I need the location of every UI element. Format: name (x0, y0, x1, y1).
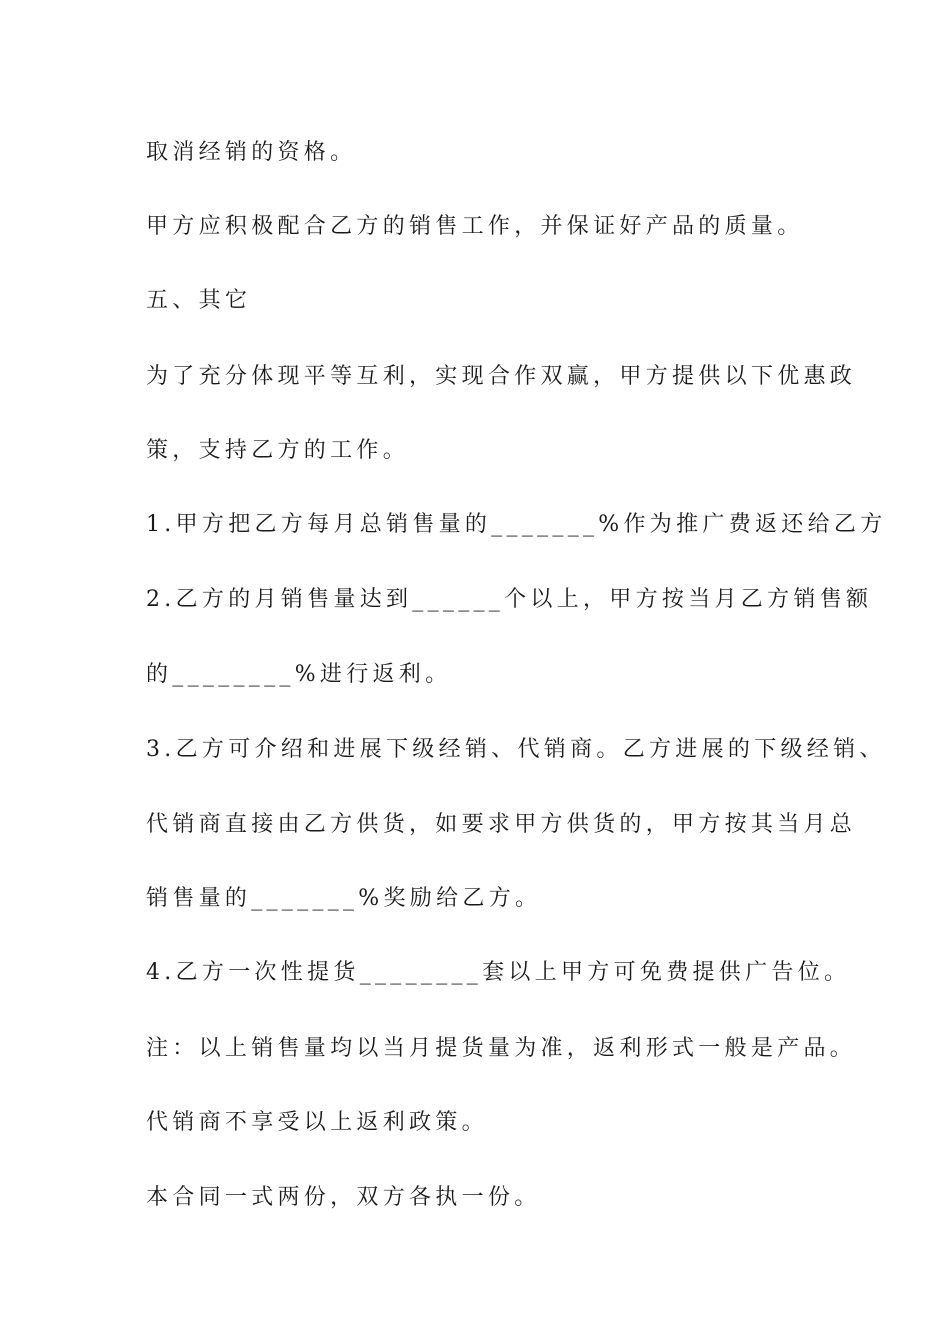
clause-4: 4.乙方一次性提货________套以上甲方可免费提供广告位。 (146, 960, 851, 985)
text-line-policy-intro-cont: 策，支持乙方的工作。 (146, 438, 410, 463)
note-line: 注：以上销售量均以当月提货量为准，返利形式一般是产品。 (146, 1036, 857, 1061)
section-heading-other: 五、其它 (146, 288, 252, 313)
clause-3-cont-2: 销售量的_______%奖励给乙方。 (146, 886, 542, 911)
clause-3: 3.乙方可介绍和进展下级经销、代销商。乙方进展的下级经销、 (146, 737, 886, 762)
clause-2: 2.乙方的月销售量达到______个以上，甲方按当月乙方销售额 (146, 587, 873, 612)
text-line-revoke-qualification: 取消经销的资格。 (146, 140, 357, 165)
clause-2-cont: 的________%进行返利。 (146, 662, 452, 687)
note-line-cont: 代销商不享受以上返利政策。 (146, 1110, 488, 1135)
text-line-party-a-cooperation: 甲方应积极配合乙方的销售工作，并保证好产品的质量。 (146, 214, 804, 239)
clause-1: 1.甲方把乙方每月总销售量的_______%作为推广费返还给乙方 (146, 512, 887, 537)
clause-3-cont: 代销商直接由乙方供货，如要求甲方供货的，甲方按其当月总 (146, 812, 857, 837)
text-line-policy-intro: 为了充分体现平等互利，实现合作双赢，甲方提供以下优惠政 (146, 364, 857, 389)
text-line-contract-copies: 本合同一式两份，双方各执一份。 (146, 1185, 541, 1210)
